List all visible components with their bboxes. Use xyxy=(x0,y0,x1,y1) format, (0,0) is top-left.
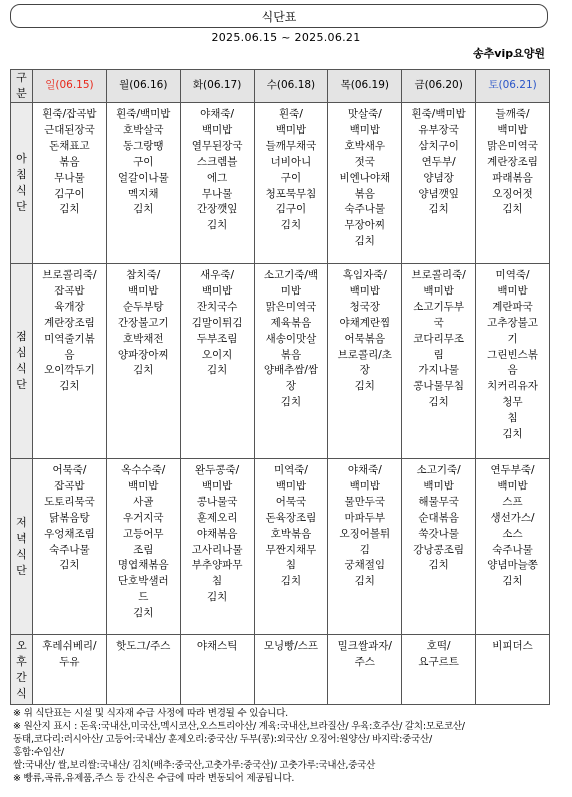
day-label: 수(06.18) xyxy=(266,79,316,92)
menu-cell xyxy=(33,459,107,635)
note-line: 홍합:수입산/ xyxy=(13,747,64,759)
meal-label-char: 식 xyxy=(16,686,27,700)
menu-item: 음 xyxy=(507,364,518,377)
menu-item: 백미밥 xyxy=(349,479,381,492)
menu-item: 쑥갓나물 xyxy=(418,527,459,540)
menu-cell xyxy=(476,459,550,635)
menu-item: 호떡/ xyxy=(426,640,451,652)
menu-cell xyxy=(328,264,402,459)
menu-item: 김치 xyxy=(354,575,375,588)
menu-item: 잡곡밥 xyxy=(54,284,85,297)
menu-item: 열무된장국 xyxy=(191,139,243,152)
menu-item: 젓국 xyxy=(354,155,375,168)
menu-item: 야채죽/ xyxy=(347,464,382,476)
menu-item: 숙주나물 xyxy=(344,203,386,216)
menu-item: 미역줄기볶 xyxy=(44,332,95,345)
meal-row xyxy=(11,264,550,459)
menu-item: 비엔나야채 xyxy=(339,171,391,184)
menu-item: 음 xyxy=(64,348,75,361)
meal-row xyxy=(11,459,550,635)
menu-item: 계란파국 xyxy=(492,300,533,313)
menu-cell xyxy=(180,459,254,635)
menu-item: 김치 xyxy=(133,364,154,377)
menu-items xyxy=(476,264,549,443)
menu-item: 오이깍두기 xyxy=(44,364,95,377)
menu-items xyxy=(476,103,549,218)
menu-cell xyxy=(33,264,107,459)
menu-item: 무나물 xyxy=(201,187,233,200)
menu-item: 계란장조림 xyxy=(487,155,538,168)
menu-item: 야채죽/ xyxy=(200,108,235,120)
meal-label-text xyxy=(11,329,32,393)
menu-item: 부추양파무 xyxy=(191,559,243,572)
day-header xyxy=(254,70,328,103)
meal-row xyxy=(11,635,550,705)
menu-items xyxy=(33,635,106,671)
menu-item: 소고기죽/백 xyxy=(263,269,319,281)
menu-item: 흰죽/백미밥 xyxy=(411,108,466,120)
menu-item: 소스 xyxy=(502,527,523,540)
notes xyxy=(13,707,558,786)
menu-item: 궁채절임 xyxy=(344,559,386,572)
meal-label xyxy=(11,264,33,459)
menu-item: 생선가스/ xyxy=(490,511,535,524)
menu-item: 백미밥 xyxy=(275,479,307,492)
menu-item: 김치 xyxy=(280,575,302,588)
page-title: 식단표 xyxy=(261,9,297,24)
menu-items xyxy=(402,635,475,671)
menu-item: 구이 xyxy=(133,155,154,168)
menu-item: 오징어볼튀 xyxy=(339,527,391,540)
menu-cell xyxy=(106,103,180,264)
meal-label-text xyxy=(11,151,32,215)
menu-cell xyxy=(254,459,328,635)
menu-item: 침 xyxy=(212,575,223,588)
meal-label-char: 심 xyxy=(16,346,27,359)
menu-item: 김말이튀김 xyxy=(191,316,243,329)
menu-item: 밀크쌀과자/ xyxy=(337,640,392,652)
menu-item: 드 xyxy=(138,591,149,604)
menu-item: 흑임자죽/ xyxy=(342,269,387,281)
menu-item: 김치 xyxy=(502,575,523,588)
menu-item: 흰죽/잡곡밥 xyxy=(42,108,97,120)
menu-cell xyxy=(180,103,254,264)
menu-item: 훈제오리 xyxy=(196,511,238,524)
menu-cell xyxy=(476,103,550,264)
menu-item: 양배추쌈/쌈 xyxy=(263,364,319,377)
menu-item: 도토리묵국 xyxy=(44,495,95,508)
menu-cell xyxy=(106,459,180,635)
menu-item: 소고기두부 xyxy=(413,300,464,313)
menu-item: 청포묵무침 xyxy=(265,187,317,200)
day-header xyxy=(33,70,107,103)
menu-item: 김치 xyxy=(59,203,80,216)
meal-label-char: 아 xyxy=(16,152,27,165)
meal-label-char: 후 xyxy=(16,654,27,668)
day-label: 일(06.15) xyxy=(45,79,94,92)
menu-item: 그린빈스볶 xyxy=(487,348,538,361)
menu-item: 장 xyxy=(359,364,370,377)
menu-item: 어묵국 xyxy=(275,495,307,508)
day-label: 목(06.19) xyxy=(340,79,389,92)
menu-item: 호박새우 xyxy=(344,139,386,152)
menu-item: 볶음 xyxy=(354,187,375,200)
menu-item: 김치 xyxy=(206,591,228,604)
menu-item: 무짠지채무 xyxy=(265,543,317,556)
menu-item: 요구르트 xyxy=(418,655,459,668)
menu-cell xyxy=(33,635,107,705)
menu-item: 김치 xyxy=(133,607,154,620)
menu-item: 들깨무채국 xyxy=(265,139,317,152)
menu-items xyxy=(255,103,328,234)
menu-item: 백미밥 xyxy=(349,123,381,136)
menu-cell xyxy=(254,264,328,459)
menu-item: 호박채전 xyxy=(122,332,164,345)
menu-item: 어묵볶음 xyxy=(344,332,386,345)
menu-item: 계란장조림 xyxy=(44,316,95,329)
menu-cell xyxy=(476,635,550,705)
menu-item: 김치 xyxy=(280,396,302,409)
menu-cell xyxy=(106,635,180,705)
menu-item: 스프 xyxy=(502,495,523,508)
menu-item: 무장아찌 xyxy=(344,219,386,232)
menu-cell xyxy=(254,635,328,705)
category-label xyxy=(11,70,32,102)
menu-item: 청무 xyxy=(502,396,523,409)
menu-item: 백미밥 xyxy=(201,123,233,136)
menu-item: 근대된장국 xyxy=(44,123,95,136)
menu-items xyxy=(255,264,328,411)
menu-item: 침 xyxy=(285,559,297,572)
meal-label xyxy=(11,103,33,264)
menu-item: 김치 xyxy=(206,364,228,377)
menu-items xyxy=(476,635,549,655)
menu-item: 미역죽/ xyxy=(495,269,530,281)
menu-cell xyxy=(476,264,550,459)
menu-item: 흰죽/ xyxy=(279,108,303,120)
date-range: 2025.06.15 ~ 2025.06.21 xyxy=(211,31,361,44)
menu-items xyxy=(181,459,254,606)
menu-item: 연두부죽/ xyxy=(490,464,535,476)
meal-label-char: 단 xyxy=(16,378,27,391)
menu-item: 림 xyxy=(433,348,444,361)
menu-item: 명엽채볶음 xyxy=(117,559,169,572)
menu-item: 간장깻잎 xyxy=(196,203,238,216)
menu-item: 돈육장조림 xyxy=(265,511,317,524)
day-header xyxy=(402,70,476,103)
note-line: ※ 원산지 표시 : 돈육:국내산,미국산,멕시코산,오스트리아산/ 계육:국내산,브라질산/ 우육:호주산/ 갈치:모로코산/ xyxy=(13,721,465,733)
org-name: 송추vip요양원 xyxy=(473,47,545,60)
menu-item: 간장불고기 xyxy=(117,316,169,329)
menu-item: 맑은미역국 xyxy=(265,300,317,313)
menu-cell xyxy=(402,459,476,635)
menu-items xyxy=(181,103,254,234)
menu-item: 잡곡밥 xyxy=(54,479,85,492)
menu-item: 청국장 xyxy=(349,300,381,313)
menu-item: 김치 xyxy=(280,219,302,232)
day-header xyxy=(328,70,402,103)
meal-body xyxy=(11,103,550,705)
meal-label xyxy=(11,459,33,635)
menu-items xyxy=(328,635,401,671)
menu-item: 미밥 xyxy=(280,284,302,297)
menu-item: 호박살국 xyxy=(122,123,164,136)
menu-item: 김치 xyxy=(428,559,449,572)
menu-item: 양파장아찌 xyxy=(117,348,169,361)
menu-item: 가지나물 xyxy=(418,364,459,377)
meal-label xyxy=(11,635,33,705)
day-label: 화(06.17) xyxy=(192,79,242,92)
note-line: 쌀:국내산/ 쌀,보리쌀:국내산/ 김치(배추:중국산,고춧가루:중국산)/ 고춧가루:국내산,중국산 xyxy=(13,760,376,772)
day-label: 토(06.21) xyxy=(488,79,537,92)
menu-item: 강낭콩조림 xyxy=(413,543,464,556)
menu-item: 새송이맛살 xyxy=(265,332,317,345)
menu-item: 조림 xyxy=(133,543,154,556)
menu-item: 구이 xyxy=(280,171,302,184)
menu-item: 순두부탕 xyxy=(122,300,164,313)
menu-items xyxy=(107,635,180,655)
menu-items xyxy=(328,264,401,395)
menu-item: 얼갈이나물 xyxy=(117,171,169,184)
menu-item: 오이지 xyxy=(201,348,233,361)
day-label: 월(06.16) xyxy=(119,79,168,92)
menu-item: 백미밥 xyxy=(497,284,528,297)
menu-item: 김치 xyxy=(428,396,449,409)
menu-item: 김치 xyxy=(354,380,375,393)
menu-item: 후레쉬베리/ xyxy=(42,640,97,652)
category-char: 분 xyxy=(16,87,27,100)
menu-item: 김치 xyxy=(59,380,80,393)
menu-item: 완두콩죽/ xyxy=(195,464,240,476)
menu-items xyxy=(107,264,180,379)
menu-item: 무나물 xyxy=(54,171,85,184)
menu-item: 소고기죽/ xyxy=(416,464,461,476)
meal-row xyxy=(11,103,550,264)
menu-item: 오징어젓 xyxy=(492,187,533,200)
menu-items xyxy=(476,459,549,590)
menu-cell xyxy=(180,635,254,705)
menu-item: 우거지국 xyxy=(122,511,164,524)
menu-item: 고사리나물 xyxy=(191,543,243,556)
menu-item: 김치 xyxy=(206,219,228,232)
menu-item: 고추장불고 xyxy=(487,316,538,329)
meal-label-char: 침 xyxy=(16,168,27,181)
menu-item: 백미밥 xyxy=(349,284,381,297)
menu-item: 동그랑땡 xyxy=(122,139,164,152)
menu-item: 김치 xyxy=(133,203,154,216)
menu-item: 장 xyxy=(285,380,297,393)
menu-item: 백미밥 xyxy=(423,479,454,492)
menu-item: 호박볶음 xyxy=(270,527,312,540)
menu-item: 옥수수죽/ xyxy=(121,464,166,476)
menu-item: 파래볶음 xyxy=(492,171,533,184)
menu-item: 맑은미역국 xyxy=(487,139,538,152)
menu-items xyxy=(402,264,475,411)
menu-item: 코다리무조 xyxy=(413,332,464,345)
menu-cell xyxy=(402,635,476,705)
menu-item: 삼치구이 xyxy=(418,139,459,152)
menu-item: 맛살죽/ xyxy=(347,108,382,120)
menu-item: 마파두부 xyxy=(344,511,386,524)
menu-cell xyxy=(402,264,476,459)
menu-item: 모닝빵/스프 xyxy=(263,640,319,652)
menu-item: 돈채표고 xyxy=(49,139,90,152)
menu-item: 김치 xyxy=(428,203,449,216)
menu-item: 백미밥 xyxy=(275,123,307,136)
menu-items xyxy=(328,459,401,590)
menu-item: 양념마늘쫑 xyxy=(487,559,538,572)
menu-item: 두유 xyxy=(59,655,80,668)
meal-label-char: 단 xyxy=(16,563,27,577)
menu-item: 백미밥 xyxy=(497,123,528,136)
menu-item: 김치 xyxy=(502,203,523,216)
menu-item: 김구이 xyxy=(54,187,85,200)
menu-item: 김치 xyxy=(59,559,80,572)
meal-label-char: 점 xyxy=(16,330,27,343)
menu-item: 김치 xyxy=(502,428,523,441)
menu-item: 브로콜리죽/ xyxy=(42,269,97,281)
day-header xyxy=(476,70,550,103)
menu-item: 사골 xyxy=(133,495,154,508)
menu-item: 콩나물국 xyxy=(196,495,238,508)
menu-item: 참치죽/ xyxy=(126,269,161,281)
menu-item: 어묵죽/ xyxy=(52,464,87,476)
menu-item: 야채볶음 xyxy=(196,527,238,540)
menu-item: 멕지채 xyxy=(128,187,159,200)
note-line: ※ 빵류,곡류,유제품,주스 등 간식은 수급에 따라 변동되어 제공됩니다. xyxy=(13,773,295,785)
menu-item: 양념깻잎 xyxy=(418,187,459,200)
menu-item: 백미밥 xyxy=(423,284,454,297)
menu-item: 핫도그/주스 xyxy=(116,640,171,652)
menu-item: 단호박샐러 xyxy=(117,575,169,588)
menu-item: 숙주나물 xyxy=(49,543,90,556)
meal-label-text xyxy=(11,638,32,702)
menu-item: 숙주나물 xyxy=(492,543,533,556)
note-line: 동태,코다리:러시아산/ 고등어:국내산/ 훈제오리:중국산/ 두부(콩):외국산/ 오징어:원양산/ 바지락:중국산/ xyxy=(13,734,433,746)
menu-item: 비피더스 xyxy=(492,640,533,652)
menu-cell xyxy=(328,459,402,635)
menu-item: 양념장 xyxy=(423,171,454,184)
menu-item: 콩나물무침 xyxy=(413,380,464,393)
menu-item: 잔치국수 xyxy=(196,300,238,313)
menu-items xyxy=(107,459,180,622)
category-char: 구 xyxy=(16,71,27,84)
meal-label-char: 오 xyxy=(16,638,27,652)
menu-item: 미역죽/ xyxy=(273,464,308,476)
category-header xyxy=(11,70,33,103)
menu-item: 백미밥 xyxy=(128,284,159,297)
menu-item: 기 xyxy=(507,332,518,345)
menu-item: 백미밥 xyxy=(128,479,159,492)
header-row xyxy=(11,70,550,103)
menu-item: 들깨죽/ xyxy=(495,108,530,120)
menu-cell xyxy=(254,103,328,264)
menu-item: 볶음 xyxy=(59,155,80,168)
menu-items xyxy=(402,459,475,574)
meal-label-char: 저 xyxy=(16,515,27,529)
day-label: 금(06.20) xyxy=(414,79,463,92)
note-line: ※ 위 식단표는 시설 및 식자재 수급 사정에 따라 변경될 수 있습니다. xyxy=(13,708,289,719)
menu-item: 연두부/ xyxy=(421,155,456,168)
menu-item: 너비아니 xyxy=(270,155,312,168)
meal-label-char: 식 xyxy=(16,362,27,375)
menu-items xyxy=(181,264,254,379)
day-header xyxy=(106,70,180,103)
meal-table xyxy=(10,69,550,705)
menu-cell xyxy=(328,635,402,705)
menu-item: 해물무국 xyxy=(418,495,459,508)
menu-item: 물만두국 xyxy=(344,495,386,508)
menu-cell xyxy=(106,264,180,459)
menu-items xyxy=(33,264,106,395)
menu-item: 육개장 xyxy=(54,300,85,313)
menu-item: 야채스틱 xyxy=(196,640,238,652)
menu-item: 고등어무 xyxy=(122,527,164,540)
meal-label-char: 단 xyxy=(16,200,27,213)
menu-item: 백미밥 xyxy=(497,479,528,492)
menu-item: 침 xyxy=(507,412,518,425)
day-header xyxy=(180,70,254,103)
menu-item: 야채계란찜 xyxy=(339,316,391,329)
menu-item: 백미밥 xyxy=(201,284,233,297)
menu-item: 흰죽/백미밥 xyxy=(116,108,171,120)
menu-item: 브로콜리죽/ xyxy=(411,269,466,281)
menu-item: 볶음 xyxy=(280,348,302,361)
menu-item: 제육볶음 xyxy=(270,316,312,329)
menu-items xyxy=(255,459,328,590)
menu-items xyxy=(255,635,328,655)
menu-item: 에그 xyxy=(206,171,228,184)
menu-items xyxy=(402,103,475,218)
menu-item: 유부장국 xyxy=(418,123,459,136)
menu-items xyxy=(181,635,254,655)
menu-item: 순대볶음 xyxy=(418,511,459,524)
menu-cell xyxy=(180,264,254,459)
menu-item: 김구이 xyxy=(275,203,307,216)
menu-item: 스크렘블 xyxy=(196,155,238,168)
meal-label-text xyxy=(11,515,32,579)
menu-item: 김치 xyxy=(354,235,375,248)
menu-items xyxy=(328,103,401,250)
menu-item: 백미밥 xyxy=(201,479,233,492)
menu-item: 치커리유자 xyxy=(487,380,538,393)
meal-label-char: 식 xyxy=(16,184,27,197)
menu-items xyxy=(33,103,106,218)
menu-item: 닭볶음탕 xyxy=(49,511,90,524)
menu-item: 주스 xyxy=(354,655,375,668)
menu-item: 두부조림 xyxy=(196,332,238,345)
menu-item: 우엉채조림 xyxy=(44,527,95,540)
meal-label-char: 식 xyxy=(16,547,27,561)
menu-cell xyxy=(33,103,107,264)
menu-item: 브로콜리/초 xyxy=(337,348,392,361)
menu-item: 국 xyxy=(433,316,444,329)
meal-label-char: 녁 xyxy=(16,531,27,545)
menu-item: 김 xyxy=(359,543,370,556)
menu-items xyxy=(33,459,106,574)
meal-label-char: 간 xyxy=(16,670,27,684)
menu-items xyxy=(107,103,180,218)
menu-cell xyxy=(328,103,402,264)
title-box xyxy=(10,4,548,28)
menu-cell xyxy=(402,103,476,264)
menu-item: 새우죽/ xyxy=(200,269,235,281)
